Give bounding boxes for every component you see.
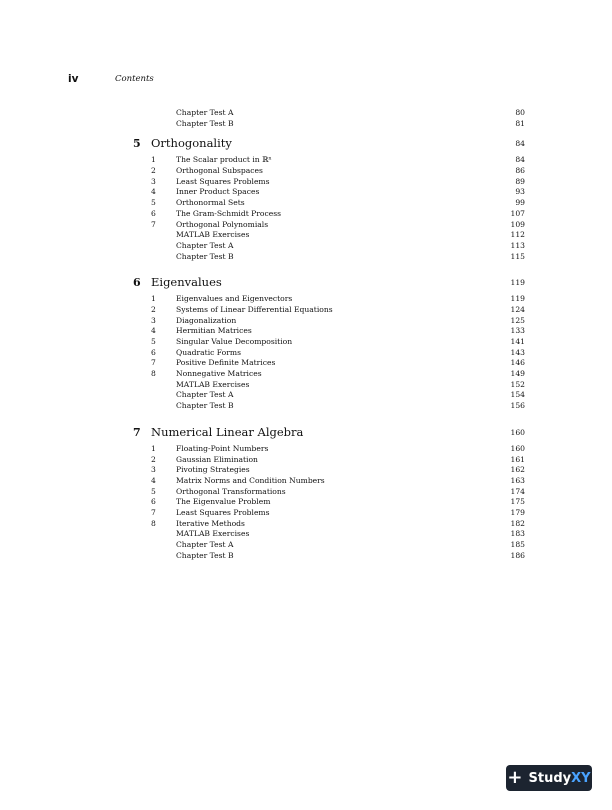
toc-entry-title: Gaussian Elimination xyxy=(176,454,258,464)
toc-entry xyxy=(0,465,612,476)
toc-entry-number: 4 xyxy=(151,326,156,336)
toc-entry-page: 182 xyxy=(510,518,525,528)
toc-entry xyxy=(0,487,612,498)
toc-entry-page: 99 xyxy=(515,198,525,208)
toc-entry-title: Orthogonal Transformations xyxy=(176,486,286,496)
toc-entry-title: Orthogonal Polynomials xyxy=(176,219,269,229)
toc-entry-page: 154 xyxy=(510,390,525,400)
toc-entry-page: 80 xyxy=(515,108,525,117)
toc-entry xyxy=(0,230,612,241)
toc-entry-title: The Gram-Schmidt Process xyxy=(176,208,282,218)
toc-entry-number: 4 xyxy=(151,475,156,485)
toc-entry-title: Chapter Test A xyxy=(176,390,234,400)
toc-entry-page: 89 xyxy=(515,176,525,186)
toc-entry-page: 152 xyxy=(510,379,525,389)
toc-entry-number: 7 xyxy=(151,358,156,368)
toc-entry-number: 1 xyxy=(151,443,156,453)
toc-entry-title: MATLAB Exercises xyxy=(176,529,250,539)
toc-entry xyxy=(0,508,612,519)
toc-entry-page: 162 xyxy=(510,465,525,475)
toc-entry xyxy=(0,209,612,220)
toc-entry-page: 160 xyxy=(510,443,525,453)
chapter-number: 5 xyxy=(133,137,141,151)
toc-entry-page: 115 xyxy=(510,251,525,261)
toc-entry-number: 6 xyxy=(151,347,156,357)
toc-entry xyxy=(0,444,612,455)
toc-entry xyxy=(0,294,612,305)
chapter-heading xyxy=(0,424,612,444)
chapter-heading xyxy=(0,135,612,155)
toc-entry xyxy=(0,497,612,508)
toc-entry-title: Least Squares Problems xyxy=(176,507,270,517)
toc-entry-title: Chapter Test A xyxy=(176,540,234,549)
toc-entry-number: 3 xyxy=(151,465,156,475)
toc-entry-number: 5 xyxy=(151,198,156,208)
toc-entry xyxy=(0,455,612,466)
toc-entry xyxy=(0,326,612,337)
toc-entry xyxy=(0,540,612,551)
toc-entry-page: 93 xyxy=(515,187,525,197)
toc-entry-page: 143 xyxy=(510,347,525,357)
toc-entry-title: Chapter Test B xyxy=(176,550,234,560)
toc-entry xyxy=(0,198,612,209)
page-number: iv xyxy=(68,73,79,85)
toc-entry-title: Pivoting Strategies xyxy=(176,465,250,475)
toc-entry-title: Chapter Test A xyxy=(176,240,234,250)
toc-entry xyxy=(0,155,612,166)
toc-entry xyxy=(0,401,612,412)
toc-entry-title: The Eigenvalue Problem xyxy=(176,497,271,507)
toc-entry-page: 141 xyxy=(510,337,525,346)
toc-entry-title: Chapter Test B xyxy=(176,251,234,261)
badge-text-main: Study xyxy=(528,770,572,786)
toc-entry xyxy=(0,252,612,263)
toc-entry-title: Orthogonal Subspaces xyxy=(176,166,263,176)
toc-entry-page: 149 xyxy=(510,369,525,379)
toc-entry-number: 4 xyxy=(151,187,156,197)
toc-entry-number: 8 xyxy=(151,369,156,379)
toc-entry-title: Chapter Test A xyxy=(176,108,234,117)
toc-entry xyxy=(0,358,612,369)
toc-entry xyxy=(0,476,612,487)
chapter-number: 6 xyxy=(133,276,141,290)
chapter-title: Eigenvalues xyxy=(151,275,222,290)
toc-entry xyxy=(0,177,612,188)
toc-entry-page: 133 xyxy=(510,326,525,336)
table-of-contents xyxy=(0,108,612,561)
toc-entry-number: 8 xyxy=(151,518,156,528)
chapter-page: 84 xyxy=(515,139,525,149)
toc-entry-page: 112 xyxy=(510,230,525,240)
toc-entry-title: Singular Value Decomposition xyxy=(176,337,293,346)
toc-entry-number: 7 xyxy=(151,507,156,517)
toc-entry xyxy=(0,187,612,198)
toc-entry-page: 125 xyxy=(510,315,525,325)
chapter-page: 119 xyxy=(510,278,525,288)
toc-entry-title: Positive Definite Matrices xyxy=(176,358,276,368)
toc-entry xyxy=(0,390,612,401)
toc-entry-number: 5 xyxy=(151,337,156,346)
toc-entry xyxy=(0,551,612,562)
toc-entry-number: 2 xyxy=(151,166,156,176)
toc-entry-title: Iterative Methods xyxy=(176,518,245,528)
toc-entry-page: 179 xyxy=(510,507,525,517)
toc-entry-page: 113 xyxy=(510,240,525,250)
toc-entry xyxy=(0,380,612,391)
toc-entry-title: Eigenvalues and Eigenvectors xyxy=(176,294,293,304)
toc-entry-title: Floating-Point Numbers xyxy=(176,443,269,453)
studyxy-badge[interactable] xyxy=(506,765,592,791)
toc-entry-page: 107 xyxy=(510,208,525,218)
chapter-heading xyxy=(0,274,612,294)
badge-text-accent: XY xyxy=(571,770,591,786)
toc-entry-number: 7 xyxy=(151,219,156,229)
toc-entry-number: 1 xyxy=(151,294,156,304)
toc-entry-page: 175 xyxy=(510,497,525,507)
toc-entry-title: Nonnegative Matrices xyxy=(176,369,262,379)
toc-entry-page: 183 xyxy=(510,529,525,539)
toc-entry xyxy=(0,119,612,130)
toc-entry-page: 119 xyxy=(510,294,525,304)
toc-entry-number: 2 xyxy=(151,304,156,314)
toc-entry xyxy=(0,305,612,316)
toc-entry-number: 5 xyxy=(151,486,156,496)
toc-entry-title: Systems of Linear Differential Equations xyxy=(176,304,333,314)
toc-entry-page: 146 xyxy=(510,358,525,368)
toc-entry-page: 163 xyxy=(510,475,525,485)
toc-entry-number: 6 xyxy=(151,208,156,218)
toc-entry-title: Matrix Norms and Condition Numbers xyxy=(176,475,325,485)
toc-entry xyxy=(0,529,612,540)
toc-entry-page: 109 xyxy=(510,219,525,229)
toc-entry-title: Chapter Test B xyxy=(176,118,234,128)
toc-entry-page: 124 xyxy=(510,304,525,314)
toc-entry-number: 2 xyxy=(151,454,156,464)
chapter-number: 7 xyxy=(133,425,141,439)
toc-entry-page: 186 xyxy=(510,550,525,560)
toc-entry xyxy=(0,316,612,327)
toc-entry-title: The Scalar product in ℝⁿ xyxy=(176,155,272,165)
toc-entry-number: 3 xyxy=(151,176,156,186)
toc-entry-page: 161 xyxy=(510,454,525,464)
toc-entry-title: MATLAB Exercises xyxy=(176,379,250,389)
toc-entry xyxy=(0,519,612,530)
toc-entry-page: 86 xyxy=(515,166,525,176)
toc-entry xyxy=(0,220,612,231)
toc-entry-page: 185 xyxy=(510,540,525,549)
toc-entry-title: Quadratic Forms xyxy=(176,347,241,357)
toc-entry-title: Orthonormal Sets xyxy=(176,198,245,208)
toc-entry-page: 81 xyxy=(515,118,525,128)
toc-entry-title: MATLAB Exercises xyxy=(176,230,250,240)
toc-entry xyxy=(0,166,612,177)
toc-entry xyxy=(0,337,612,348)
chapter-list xyxy=(0,135,612,561)
toc-entry-title: Least Squares Problems xyxy=(176,176,270,186)
chapter-title: Orthogonality xyxy=(151,136,232,151)
toc-entry-number: 6 xyxy=(151,497,156,507)
toc-entry-title: Hermitian Matrices xyxy=(176,326,252,336)
chapter-title: Numerical Linear Algebra xyxy=(151,424,304,439)
plus-icon: + xyxy=(507,767,523,788)
toc-entry-page: 84 xyxy=(515,155,525,165)
toc-entry-page: 156 xyxy=(510,401,525,411)
toc-entry-page: 174 xyxy=(510,486,525,496)
toc-entry-title: Inner Product Spaces xyxy=(176,187,260,197)
toc-entry-title: Diagonalization xyxy=(176,315,237,325)
toc-entry-number: 3 xyxy=(151,315,156,325)
running-title: Contents xyxy=(115,74,154,84)
chapter-page: 160 xyxy=(510,427,525,437)
toc-entry xyxy=(0,369,612,380)
toc-entry-title: Chapter Test B xyxy=(176,401,234,411)
toc-entry xyxy=(0,108,612,119)
toc-entry-number: 1 xyxy=(151,155,156,165)
toc-entry xyxy=(0,348,612,359)
toc-entry xyxy=(0,241,612,252)
